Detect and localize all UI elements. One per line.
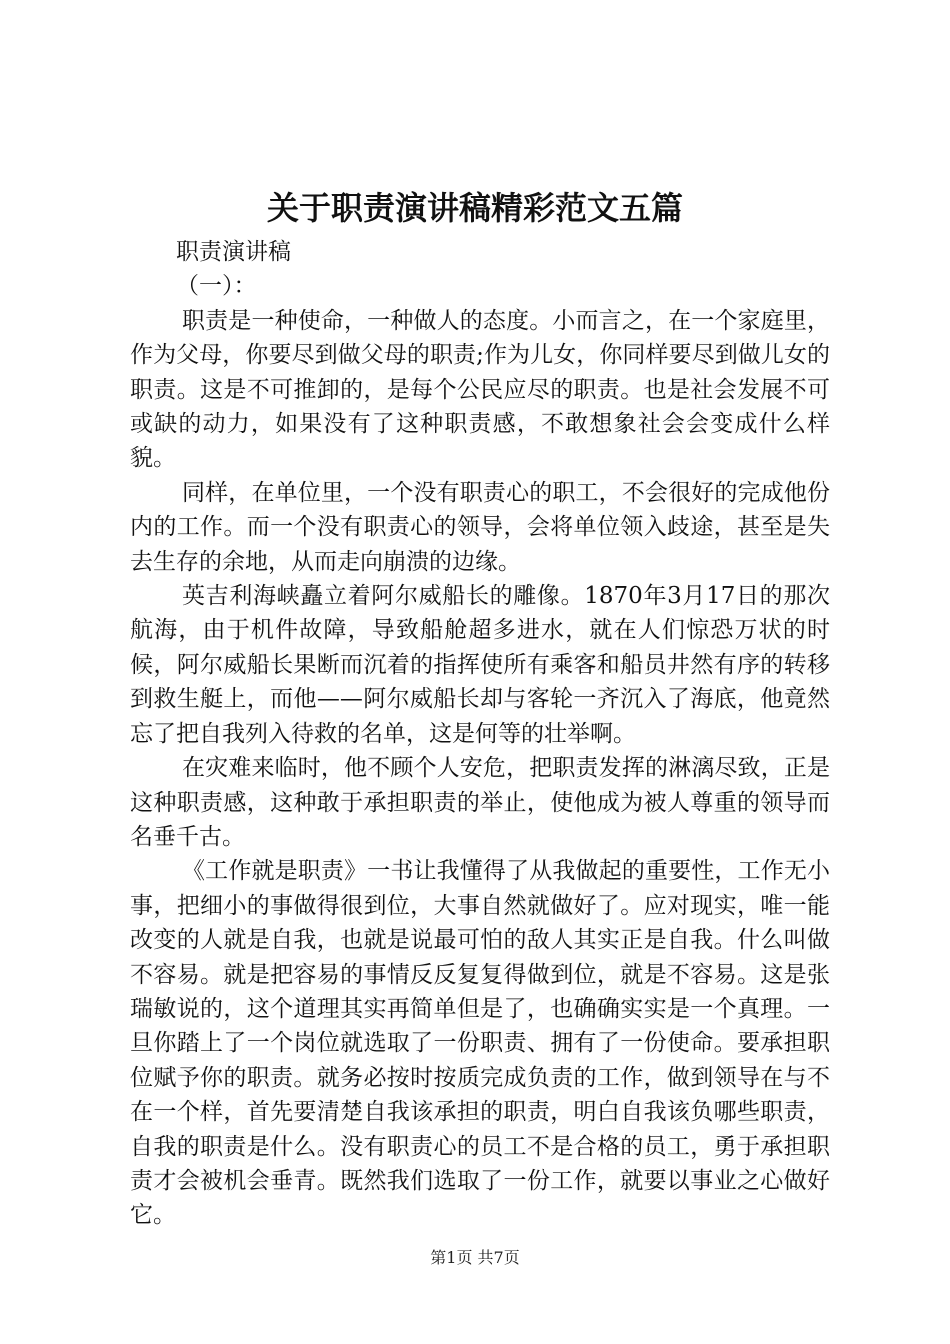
document-body (130, 235, 830, 1233)
section-heading: 职责演讲稿 (176, 239, 291, 265)
section-number: （一）： (176, 273, 257, 300)
page-footer: 第1页 共7页 (430, 1248, 520, 1267)
paragraph: 英吉利海峡矗立着阿尔威船长的雕像。1870年3月17日的那次航海，由于机件故障，导致船舱超多进水，就在人们惊恐万状的时候，阿尔威船长果断而沉着的指挥使所有乘客和船员井然有序的转移到救生艇上，而他——阿尔威船长却与客轮一齐沉入了海底，他竟然忘了把自我列入待救的名单，这是何等的壮举啊。 (130, 583, 830, 747)
paragraph: 《工作就是职责》一书让我懂得了从我做起的重要性，工作无小事，把细小的事做得很到位，大事自然就做好了。应对现实，唯一能改变的人就是自我，也就是说最可怕的敌人其实正是自我。什么叫做不容易。就是把容易的事情反反复复得做到位，就是不容易。这是张瑞敏说的，这个道理其实再简单但是了，也确确实实是一个真理。一旦你踏上了一个岗位就选取了一份职责、拥有了一份使命。要承担职位赋予你的职责。就务必按时按质完成负责的工作，做到领导在与不在一个样，首先要清楚自我该承担的职责，明白自我该负哪些职责，自我的职责是什么。没有职责心的员工不是合格的员工，勇于承担职责才会被机会垂青。既然我们选取了一份工作，就要以事业之心做好它。 (130, 858, 830, 1229)
paragraph: 在灾难来临时，他不顾个人安危，把职责发挥的淋漓尽致，正是这种职责感，这种敢于承担职责的举止，使他成为被人尊重的领导而名垂千古。 (130, 755, 830, 850)
document-title: 关于职责演讲稿精彩范文五篇 (266, 189, 683, 227)
paragraph: 同样，在单位里，一个没有职责心的职工，不会很好的完成他份内的工作。而一个没有职责心的领导，会将单位领入歧途，甚至是失去生存的余地，从而走向崩溃的边缘。 (130, 479, 830, 575)
paragraph: 职责是一种使命，一种做人的态度。小而言之，在一个家庭里，作为父母，你要尽到做父母的职责;作为儿女，你同样要尽到做儿女的职责。这是不可推卸的，是每个公民应尽的职责。也是社会发展不可或缺的动力，如果没有了这种职责感，不敢想象社会会变成什么样貌。 (130, 307, 830, 472)
